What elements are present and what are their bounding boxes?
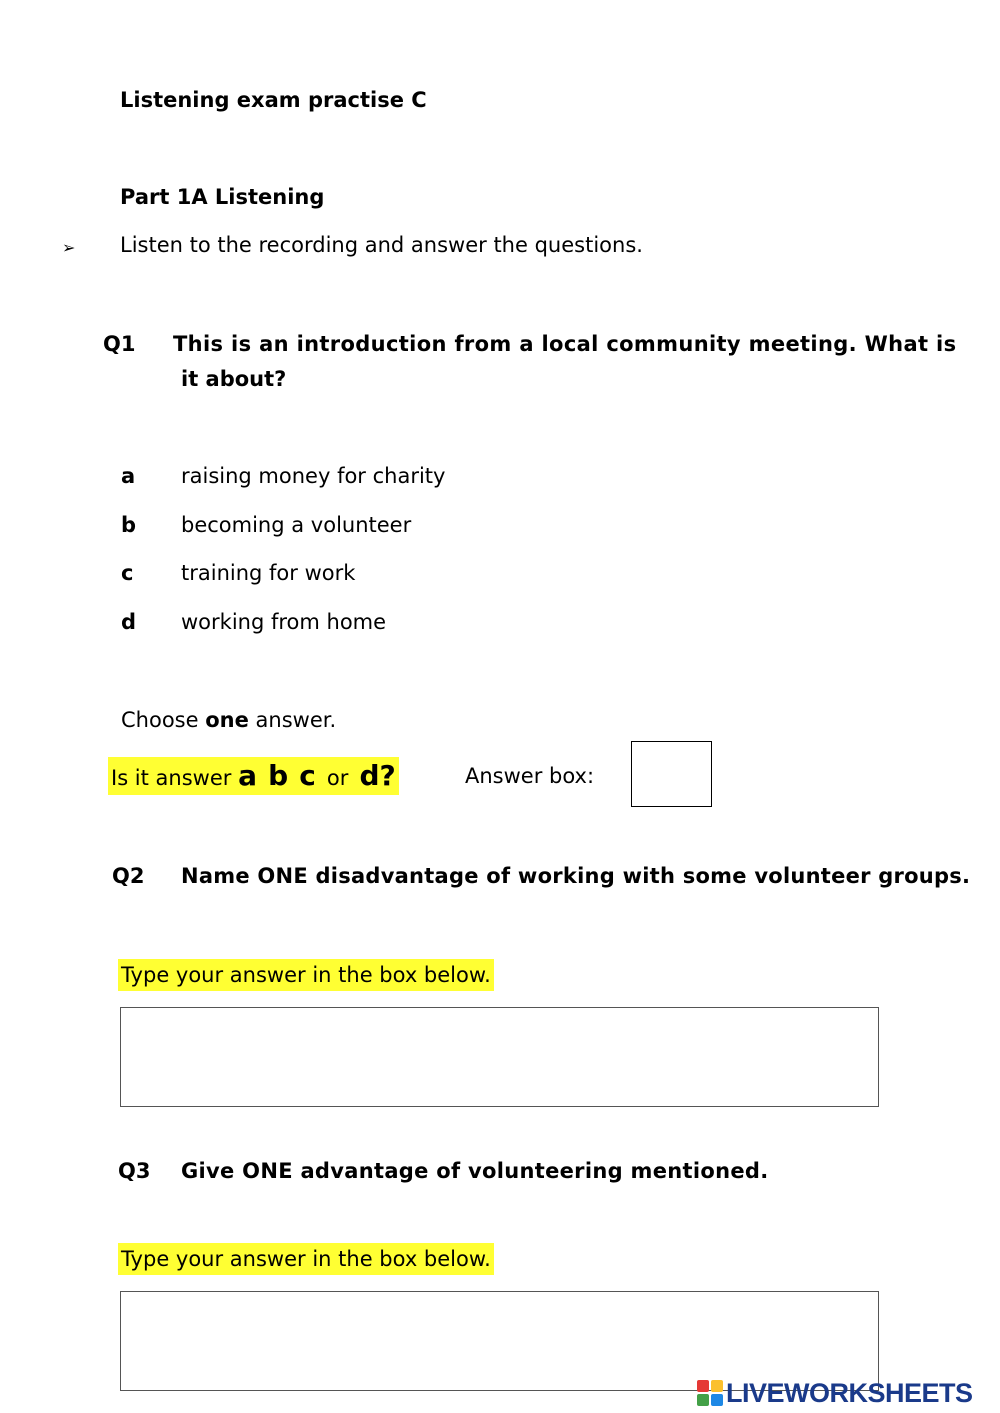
option-a-text: raising money for charity: [181, 464, 446, 488]
choose-suffix: answer.: [248, 708, 337, 732]
q3-answer-input[interactable]: [120, 1291, 879, 1391]
q2-text: Name ONE disadvantage of working with some volunteer groups.: [181, 864, 971, 888]
liveworksheets-logo: [697, 1378, 973, 1408]
q3-text: Give ONE advantage of volunteering mentioned.: [181, 1159, 769, 1183]
option-d-letter: d: [121, 610, 137, 634]
option-c-letter: c: [121, 561, 134, 585]
prompt-prefix: Is it answer: [111, 766, 239, 790]
logo-square-yellow: [711, 1380, 723, 1392]
q2-type-prompt: Type your answer in the box below.: [118, 959, 494, 991]
option-b-letter: b: [121, 513, 137, 537]
q2-number: Q2: [112, 864, 145, 888]
worksheet-title: Listening exam practise C: [120, 88, 427, 112]
option-b-text: becoming a volunteer: [181, 513, 412, 537]
q2-answer-input[interactable]: [120, 1007, 879, 1107]
q1-answer-prompt: [108, 757, 399, 795]
prompt-c: c: [299, 759, 316, 792]
q1-text-line1: This is an introduction from a local community meeting. What is: [173, 332, 957, 356]
choose-bold: one: [205, 708, 249, 732]
choose-prefix: Choose: [121, 708, 206, 732]
q1-answer-input[interactable]: [631, 741, 712, 807]
q3-number: Q3: [118, 1159, 151, 1183]
q1-number: Q1: [103, 332, 136, 356]
logo-text: LIVEWORKSHEETS: [726, 1377, 973, 1408]
arrow-bullet-icon: ➢: [62, 238, 76, 257]
instruction-text: Listen to the recording and answer the questions.: [120, 233, 643, 257]
answer-box-label: Answer box:: [465, 764, 595, 788]
option-d-text: working from home: [181, 610, 387, 634]
prompt-b: b: [268, 759, 289, 792]
logo-square-green: [697, 1394, 709, 1406]
logo-square-red: [697, 1380, 709, 1392]
logo-mark-icon: [697, 1380, 723, 1406]
choose-one-instruction: [121, 708, 336, 732]
prompt-a: a: [238, 759, 257, 792]
q3-type-prompt: Type your answer in the box below.: [118, 1243, 494, 1275]
q1-text-line2: it about?: [181, 367, 287, 391]
part-heading: Part 1A Listening: [120, 185, 325, 209]
prompt-or: or: [326, 766, 349, 790]
option-a-letter: a: [121, 464, 136, 488]
option-c-text: training for work: [181, 561, 356, 585]
prompt-d: d?: [359, 759, 396, 792]
logo-square-blue: [711, 1394, 723, 1406]
